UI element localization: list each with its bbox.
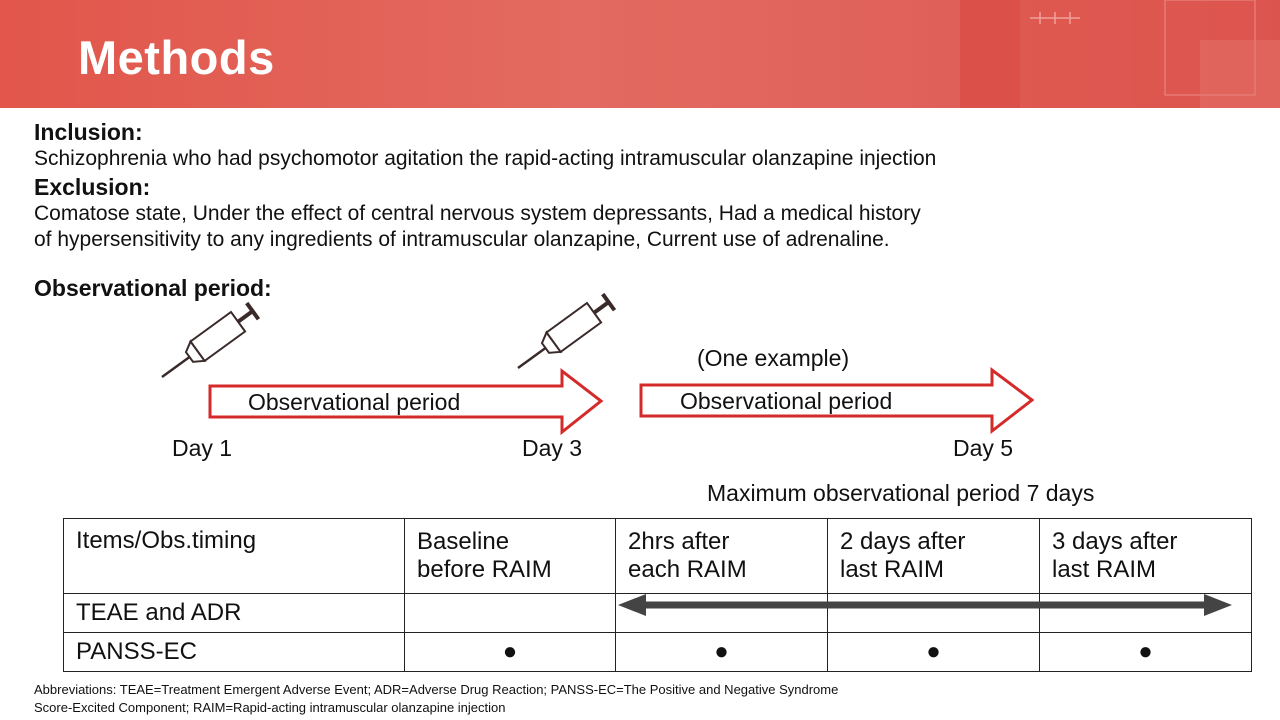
arrow-2-label: Observational period — [680, 388, 893, 414]
bullet-mark: ● — [828, 633, 1040, 672]
header-line2: each RAIM — [628, 556, 747, 583]
syringe-icon — [511, 292, 616, 377]
abbreviations-footnote — [34, 681, 1054, 717]
header-line2: last RAIM — [1052, 556, 1157, 583]
header-line1: 2hrs after — [628, 528, 730, 555]
row-label: TEAE and ADR — [64, 594, 405, 633]
header-line1: Baseline — [417, 528, 510, 555]
table-cell — [616, 594, 828, 633]
table-header-row — [64, 519, 1252, 594]
header-line1: Items/Obs.timing — [76, 527, 257, 554]
header-line1: 3 days after — [1052, 528, 1178, 555]
header-line2: last RAIM — [840, 556, 945, 583]
observational-heading: Observational period: — [34, 275, 272, 301]
footnote-line1: Abbreviations: TEAE=Treatment Emergent Adverse Event; ADR=Adverse Drug Reaction; PANSS-EC=The Positive and Negative Syndrome — [34, 682, 839, 697]
table-header-cell — [828, 519, 1040, 594]
page-title: Methods — [78, 31, 275, 84]
day-5-label: Day 5 — [953, 435, 1014, 461]
exclusion-text-line2: of hypersensitivity to any ingredients of intramuscular olanzapine, Current use of adrenaline. — [34, 228, 890, 251]
exclusion-heading: Exclusion: — [34, 174, 151, 200]
day-3-label: Day 3 — [522, 435, 583, 461]
max-period-label: Maximum observational period 7 days — [707, 480, 1095, 506]
table-header-cell — [616, 519, 828, 594]
bullet-mark: ● — [616, 633, 828, 672]
table-header-cell — [64, 519, 405, 594]
table-cell — [405, 594, 616, 633]
arrow-1-label: Observational period — [248, 389, 461, 415]
row-label: PANSS-EC — [64, 633, 405, 672]
day-1-label: Day 1 — [172, 435, 233, 461]
table-cell — [1040, 594, 1252, 633]
inclusion-heading: Inclusion: — [34, 119, 143, 145]
syringe-icon — [155, 301, 260, 386]
table-row — [64, 633, 1252, 672]
bullet-mark: ● — [405, 633, 616, 672]
header-line1: 2 days after — [840, 528, 966, 555]
footnote-line2: Score-Excited Component; RAIM=Rapid-acting intramuscular olanzapine injection — [34, 700, 506, 715]
observation-table — [63, 518, 1252, 672]
table-row — [64, 594, 1252, 633]
example-label: (One example) — [697, 345, 850, 371]
table-header-cell — [405, 519, 616, 594]
inclusion-text: Schizophrenia who had psychomotor agitation the rapid-acting intramuscular olanzapine injection — [34, 147, 937, 170]
table-header-cell — [1040, 519, 1252, 594]
table-cell — [828, 594, 1040, 633]
bullet-mark: ● — [1040, 633, 1252, 672]
exclusion-text-line1: Comatose state, Under the effect of central nervous system depressants, Had a medical history — [34, 202, 921, 225]
header-line2: before RAIM — [417, 556, 552, 583]
